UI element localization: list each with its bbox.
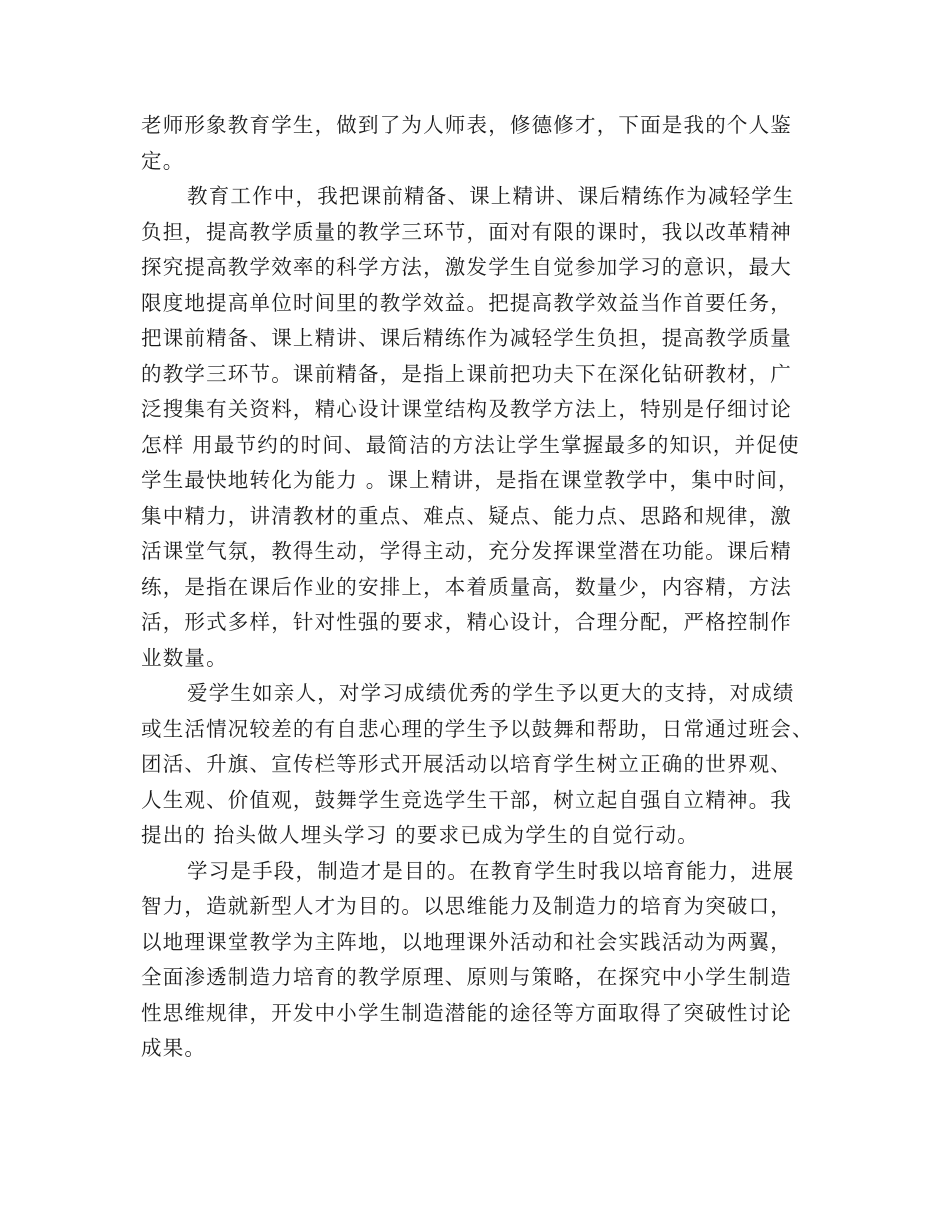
text-line: 提出的 抬头做人埋头学习 的要求已成为学生的自觉行动。 [141, 823, 699, 847]
text-line: 智力，造就新型人才为目的。以思维能力及制造力的培育为突破口， [141, 894, 792, 918]
paragraph-2 [141, 179, 811, 676]
text-line: 负担，提高教学质量的教学三环节，面对有限的课时，我以改革精神 [141, 219, 792, 244]
text-line: 性思维规律，开发中小学生制造潜能的途径等方面取得了突破性讨论 [141, 1000, 792, 1025]
text-line: 活，形式多样，针对性强的要求，精心设计，合理分配，严格控制作 [141, 610, 792, 634]
text-line: 以地理课堂教学为主阵地，以地理课外活动和社会实践活动为两翼， [141, 929, 792, 954]
text-line: 爱学生如亲人，对学习成绩优秀的学生予以更大的支持，对成绩 [187, 681, 795, 705]
text-line: 活课堂气氛，教得生动，学得主动，充分发挥课堂潜在功能。课后精 [141, 539, 792, 563]
text-line: 团活、升旗、宣传栏等形式开展活动以培育学生树立正确的世界观、 [141, 752, 792, 776]
text-line: 练，是指在课后作业的安排上，本着质量高，数量少，内容精，方法 [141, 574, 792, 599]
text-line: 或生活情况较差的有自悲心理的学生予以鼓舞和帮助，日常通过班会、 [141, 716, 814, 741]
text-line: 教育工作中，我把课前精备、课上精讲、课后精练作为减轻学生 [187, 184, 795, 208]
text-line: 成果。 [141, 1036, 207, 1060]
text-line: 的教学三环节。课前精备，是指上课前把功夫下在深化钻研教材，广 [141, 361, 792, 386]
text-line: 怎样 用最节约的时间、最简洁的方法让学生掌握最多的知识，并促使 [141, 432, 800, 457]
text-line: 探究提高教学效率的科学方法，激发学生自觉参加学习的意识，最大 [141, 255, 792, 279]
paragraph-1 [141, 108, 811, 179]
text-line: 泛搜集有关资料，精心设计课堂结构及教学方法上，特别是仔细讨论 [141, 397, 792, 421]
text-line: 业数量。 [141, 645, 228, 670]
text-line: 集中精力，讲清教材的重点、难点、疑点、能力点、思路和规律，激 [141, 503, 792, 528]
text-line: 定。 [141, 148, 185, 173]
text-line: 学习是手段，制造才是目的。在教育学生时我以培育能力，进展 [187, 858, 795, 883]
text-line: 全面渗透制造力培育的教学原理、原则与策略，在探究中小学生制造 [141, 965, 792, 989]
text-line: 把课前精备、课上精讲、课后精练作为减轻学生负担，提高教学质量 [141, 326, 792, 350]
text-line: 限度地提高单位时间里的教学效益。把提高教学效益当作首要任务， [141, 290, 792, 315]
body-text [141, 108, 814, 1067]
paragraph-4 [141, 854, 811, 1067]
paragraph-3 [141, 676, 814, 854]
text-line: 学生最快地转化为能力 。课上精讲，是指在课堂教学中，集中时间， [141, 468, 800, 492]
text-line: 人生观、价值观，鼓舞学生竞选学生干部，树立起自强自立精神。我 [141, 787, 792, 812]
text-line: 老师形象教育学生，做到了为人师表，修德修才，下面是我的个人鉴 [141, 113, 792, 137]
